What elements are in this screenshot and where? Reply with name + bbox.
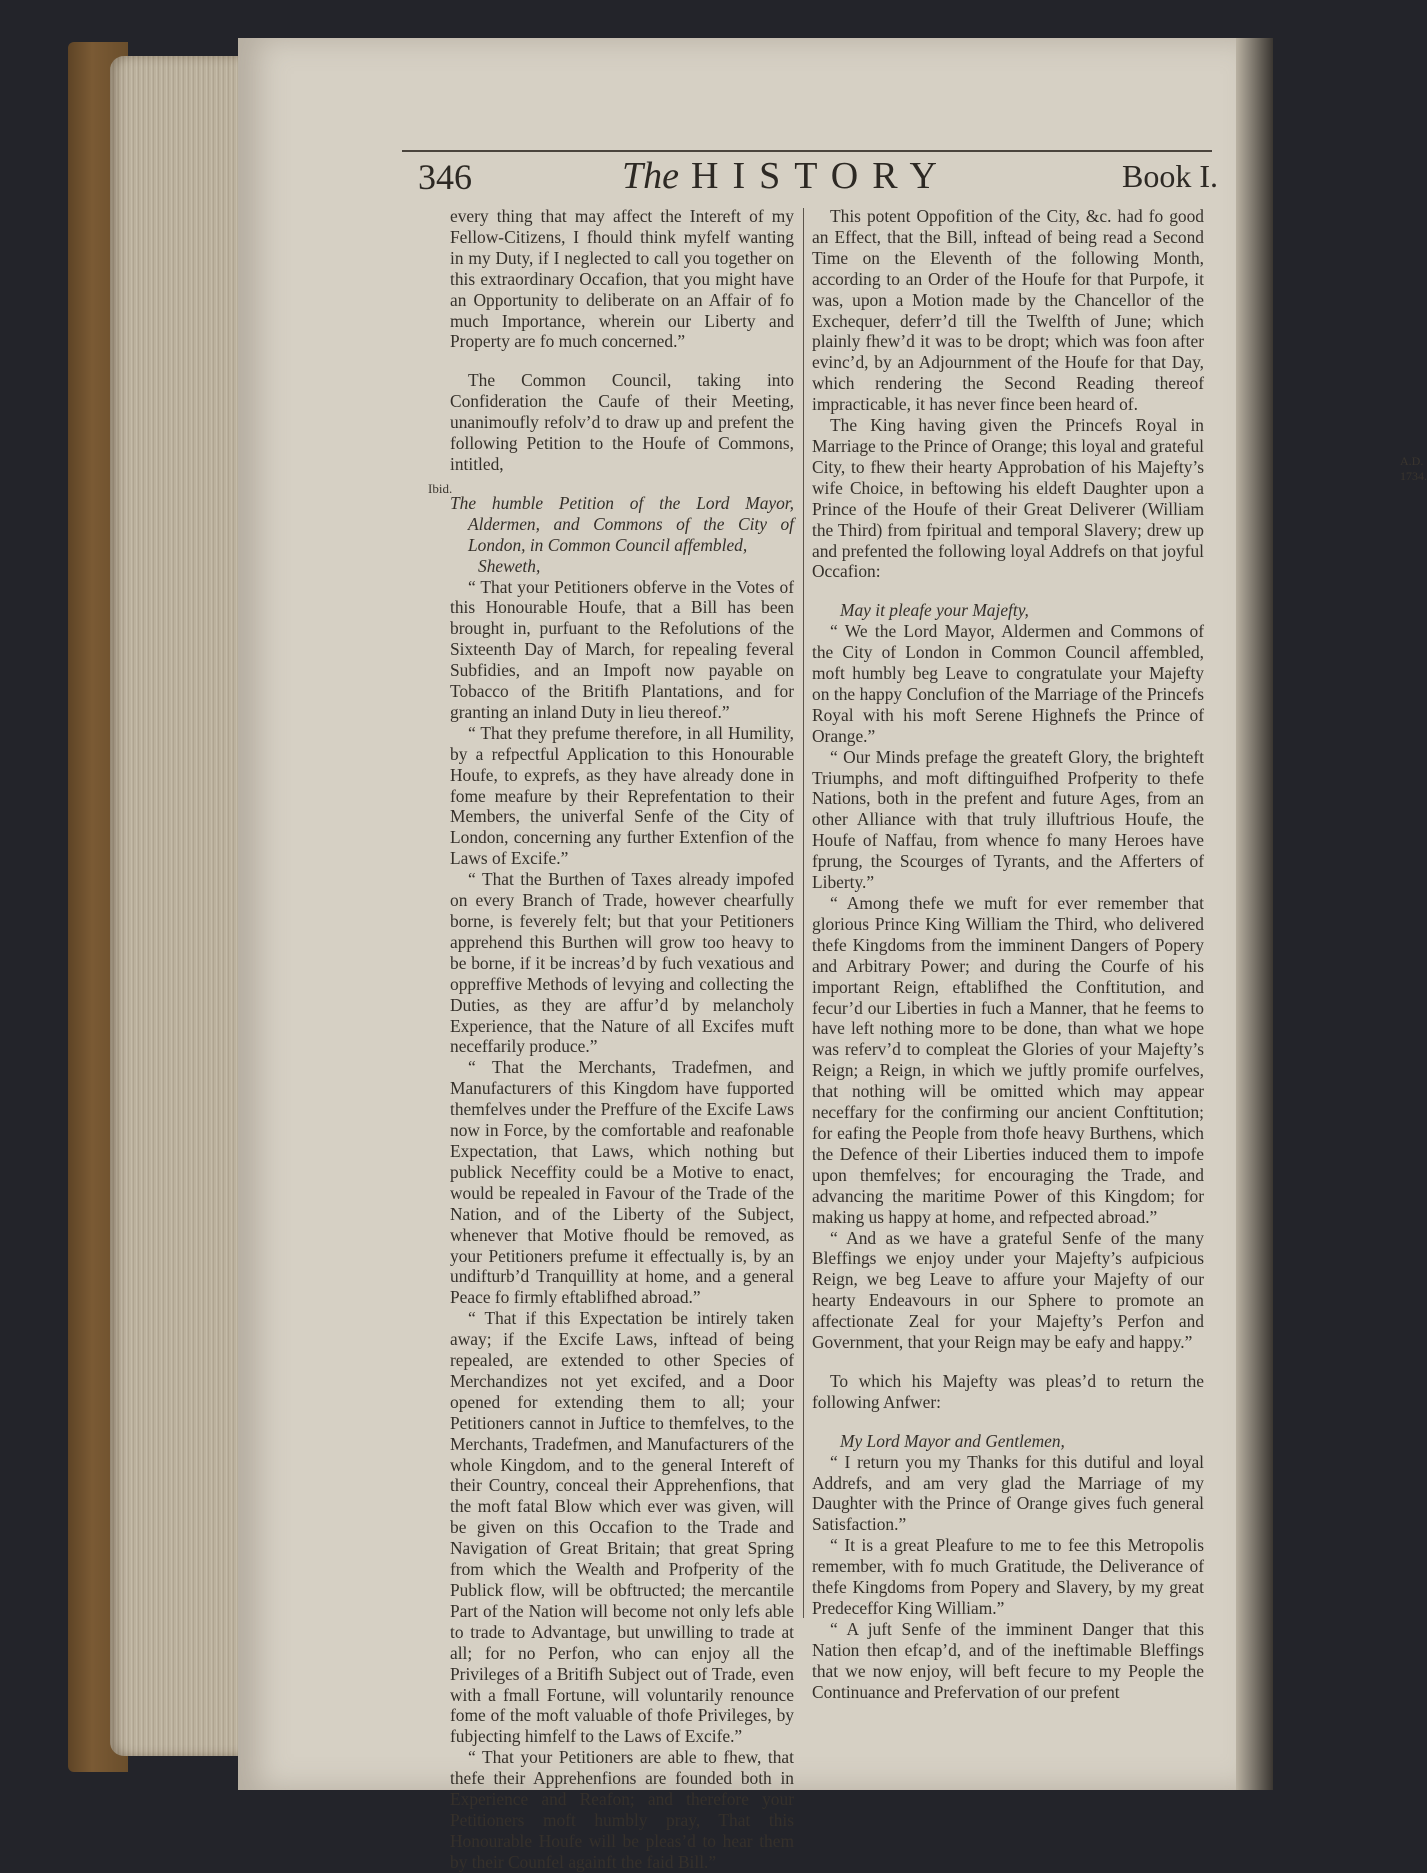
book-label: Book I. <box>1122 158 1218 194</box>
running-head <box>622 154 951 198</box>
paragraph: “ We the Lord Mayor, Aldermen and Commons of the City of London in Common Council affembled, moft humbly beg Leave to congratulate your Majefty on the happy Conclufion of the Marriage of the Princefs Royal with his moft Serene Highnefs the Prince of Orange.” <box>812 621 1204 746</box>
paragraph: “ Our Minds prefage the greateft Glory, the brighteft Triumphs, and moft diftinguifhed Profperity to thefe Nations, both in the prefent and future Ages, from an other Alliance with that truly illuftrious Houfe, the Houfe of Naffau, from whence fo many Heroes have fprung, the Scourges of Tyrants, and the Afferters of Liberty.” <box>812 746 1204 893</box>
running-head-title: HISTORY <box>691 155 951 197</box>
left-column <box>450 206 794 1873</box>
paragraph: “ That they prefume therefore, in all Humility, by a refpectful Application to this Honourable Houfe, to exprefs, as they have already done in fome meafure by their Reprefentation to their Members, the univerfal Senfe of the City of London, concerning any further Extenfion of the Laws of Excife.” <box>450 722 794 869</box>
margin-note-ibid: Ibid. <box>428 481 453 496</box>
paragraph: “ And as we have a grateful Senfe of the many Bleffings we enjoy under your Majefty’s aufpicious Reign, we beg Leave to affure your Majefty of our hearty Endeavours in our Sphere to promote an affectionate Zeal for your Majefty’s Perfon and Government, that your Reign may be eafy and happy.” <box>812 1227 1204 1353</box>
page-edges <box>110 56 242 1756</box>
paragraph: “ That your Petitioners are able to fhew, that thefe their Apprehenfions are founded both in Experience and Reafon; and therefore your Petitioners moft humbly pray, That this Honourable Houfe will be pleas’d to hear them by their Counfel againft the faid Bill.” <box>450 1747 794 1872</box>
address-salutation: May it pleafe your Majefty, <box>840 600 1029 621</box>
book-page <box>238 38 1427 1872</box>
column-divider <box>803 208 804 1618</box>
paragraph: “ That if this Expectation be intirely taken away; if the Excife Laws, inftead of being repealed, are extended to other Species of Merchandizes not yet excifed, and a Door opened for extending them to all; your Petitioners cannot in Juftice to themfelves, to the Merchants, Tradefmen, and Manufacturers of the whole Kingdom, and to the general Intereft of their Country, conceal their Apprehenfions, that the moft fatal Blow which ever was given, will be given on this Occafion to the Trade and Navigation of Great Britain; that great Spring from which the Wealth and Profperity of the Publick flow, will be obftructed; the mercantile Part of the Nation will become not only lefs able to trade to Advantage, but unwilling to trade at all; for no Perfon, who can enjoy all the Privileges of a Britifh Subject out of Trade, even with a fmall Fortune, will voluntarily renounce fome of the moft valuable of thofe Privileges, by fubjecting himfelf to the Laws of Excife.” <box>450 1308 794 1747</box>
right-column <box>812 206 1204 1703</box>
answer-salutation: My Lord Mayor and Gentlemen, <box>840 1430 1065 1451</box>
paragraph: To which his Majefty was pleas’d to return the following Anfwer: <box>812 1370 1204 1412</box>
paragraph: “ That your Petitioners obferve in the Votes of this Honourable Houfe, that a Bill has been brought in, purfuant to the Refolutions of the Sixteenth Day of March, for repealing feveral Subfidies, and an Impoft now payable on Tobacco of the Britifh Plantations, and for granting an inland Duty in lieu thereof.” <box>450 576 794 722</box>
margin-note-year: A.D. 1734. <box>1400 454 1427 483</box>
paragraph: The Common Council, taking into Confideration the Caufe of their Meeting, unanimoufly refolv’d to draw up and prefent the following Petition to the Houfe of Commons, intitled, <box>450 370 794 474</box>
paragraph: “ That the Burthen of Taxes already impofed on every Branch of Trade, however chearfully borne, is feverely felt; but that your Petitioners apprehend this Burthen will grow too heavy to be borne, if it be increas’d by fuch vexatious and oppreffive Methods of levying and collecting the Duties, as they are affur’d by melancholy Experience, that the Nature of all Excifes muft neceffarily produce.” <box>450 869 794 1057</box>
page-number: 346 <box>418 157 472 197</box>
right-page-edge <box>1236 38 1273 1790</box>
header-rule <box>402 150 1212 152</box>
sheweth: Sheweth, <box>478 555 541 576</box>
paragraph: “ It is a great Pleafure to me to fee this Metropolis remember, with fo much Gratitude, the Deliverance of thefe Kingdoms from Popery and Slavery, by my great Predeceffor King William.” <box>812 1535 1204 1618</box>
paragraph: every thing that may affect the Intereft of my Fellow-Citizens, I fhould think myfelf wanting in my Duty, if I neglected to call you together on this extraordinary Occafion, that you might have an Opportunity to deliberate on an Affair of fo much Importance, wherein our Liberty and Property are fo much concerned.” <box>450 206 794 352</box>
paragraph: “ A juft Senfe of the imminent Danger that this Nation then efcap’d, and of the ineftimable Bleffings that we now enjoy, will beft fecure to my People the Continuance and Prefervation of our prefent <box>812 1618 1204 1702</box>
running-head-the: The <box>622 155 679 197</box>
petition-heading: The humble Petition of the Lord Mayor, Aldermen, and Commons of the City of London, in Common Council affembled, <box>450 492 794 555</box>
paragraph: The King having given the Princefs Royal in Marriage to the Prince of Orange; this loyal and grateful City, to fhew their hearty Approbation of his Majefty’s wife Choice, in beftowing his eldeft Daughter upon a Prince of the Houfe of their Great Deliverer (William the Third) from fpiritual and temporal Slavery; drew up and prefented the following loyal Addrefs on that joyful Occafion: <box>812 415 1204 582</box>
paragraph: This potent Oppofition of the City, &c. had fo good an Effect, that the Bill, inftead of being read a Second Time on the Eleventh of the following Month, according to an Order of the Houfe for that Purpofe, it was, upon a Motion made by the Chancellor of the Exchequer, deferr’d till the Twelfth of June; which plainly fhew’d it was to be dropt; which was foon after evinc’d, by an Adjournment of the Houfe for that Day, which rendering the Second Reading thereof impracticable, it has never fince been heard of. <box>812 206 1204 415</box>
paragraph: “ I return you my Thanks for this dutiful and loyal Addrefs, and am very glad the Marriage of my Daughter with the Prince of Orange gives fuch general Satisfaction.” <box>812 1451 1204 1535</box>
paragraph: “ That the Merchants, Tradefmen, and Manufacturers of this Kingdom have fupported themfelves under the Preffure of the Excife Laws now in Force, by the comfortable and reafonable Expectation, that Laws, which nothing but publick Neceffity could be a Motive to enact, would be repealed in Favour of the Trade of the Nation, and of the Liberty of the Subject, whenever that Motive fhould be removed, as your Petitioners prefume it effectually is, by an undifturb’d Tranquillity at home, and a general Peace fo firmly eftablifhed abroad.” <box>450 1057 794 1308</box>
paragraph: “ Among thefe we muft for ever remember that glorious Prince King William the Third, who delivered thefe Kingdoms from the imminent Dangers of Popery and Arbitrary Power; and during the Courfe of his important Reign, eftablifhed the Conftitution, and fecur’d our Liberties in fuch a Manner, that he feems to have left nothing more to be done, than what we hope was referv’d to compleat the Glories of your Majefty’s Reign; a Reign, in which we juftly promife ourfelves, that nothing will be omitted which may appear neceffary for the confirming our ancient Conftitution; for eafing the People from thofe heavy Burthens, which the Defence of their Liberties induced them to impofe upon themfelves; for encouraging the Trade, and advancing the maritime Power of this Kingdom; for making us happy at home, and refpected abroad.” <box>812 893 1204 1227</box>
